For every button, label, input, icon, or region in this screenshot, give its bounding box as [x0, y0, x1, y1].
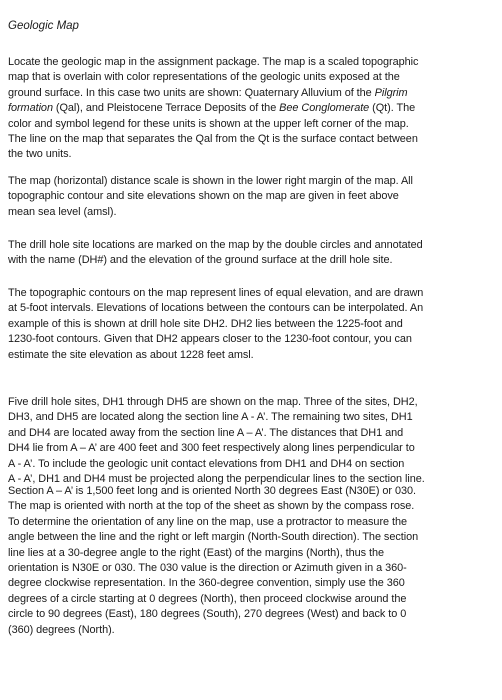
text-span: example of this is shown at drill hole site DH2. DH2 lies between the 1225-foot and [8, 317, 403, 330]
paragraph-distance-scale [8, 174, 492, 220]
document-title: Geologic Map [8, 20, 79, 32]
text-span: A - A’. To include the geologic unit contact elevations from DH1 and DH4 on section [8, 457, 405, 470]
text-span: Section A – A’ is 1,500 feet long and is oriented North 30 degrees East (N30E) or 030. [8, 485, 416, 497]
text-span: ground surface. In this case two units are shown: Quaternary Alluvium of the [8, 86, 375, 99]
text-span: Five drill hole sites, DH1 through DH5 are shown on the map. Three of the sites, DH2, [8, 396, 418, 408]
text-line [8, 147, 492, 162]
text-span: Locate the geologic map in the assignment package. The map is a scaled topographic [8, 56, 419, 68]
text-line [8, 238, 492, 253]
text-line [8, 86, 492, 101]
text-span: (Qal), and Pleistocene Terrace Deposits of the [52, 102, 280, 115]
paragraph-drill-hole-locations [8, 238, 492, 269]
text-line [8, 55, 492, 70]
text-span: The map (horizontal) distance scale is shown in the lower right margin of the map. All [8, 175, 413, 187]
text-line [8, 499, 492, 514]
paragraph-drill-hole-sites [8, 395, 492, 487]
text-span: angle between the line and the right or left margin (North-South direction). The section [8, 531, 419, 544]
text-line [8, 607, 492, 622]
text-span: circle to 90 degrees (East), 180 degrees (South), 270 degrees (West) and back to 0 [8, 608, 407, 621]
text-line [8, 132, 492, 147]
text-line [8, 426, 492, 441]
text-line [8, 576, 492, 591]
text-span: (360) degrees (North). [8, 623, 115, 636]
text-line [8, 457, 492, 472]
text-line [8, 592, 492, 607]
text-span: at 5-foot intervals. Elevations of locations between the contours can be interpolated. An [8, 302, 424, 315]
text-span: and DH4 are located away from the section line A – A’. The distances that DH1 and [8, 426, 404, 439]
text-line [8, 348, 492, 363]
text-line [8, 546, 492, 561]
text-span: orientation is N30E or 030. The 030 value is the direction or Azimuth given in a 360- [8, 562, 407, 575]
text-line [8, 189, 492, 204]
text-span: The map is oriented with north at the top of the sheet as shown by the compass rose. [8, 500, 415, 513]
text-span: The drill hole site locations are marked on the map by the double circles and annotated [8, 239, 423, 251]
text-span: map that is overlain with color representations of the geologic units exposed at the [8, 71, 400, 84]
text-span: the two units. [8, 148, 72, 161]
text-line [8, 561, 492, 576]
text-line [8, 530, 492, 545]
text-span: The line on the map that separates the Qal from the Qt is the surface contact between [8, 133, 418, 146]
text-line [8, 332, 492, 347]
text-line [8, 484, 492, 499]
text-span: with the name (DH#) and the elevation of the ground surface at the drill hole site. [8, 254, 393, 267]
text-span: mean sea level (amsl). [8, 205, 117, 218]
text-line [8, 317, 492, 332]
text-line [8, 623, 492, 638]
italic-text: formation [8, 102, 53, 115]
text-span: The topographic contours on the map represent lines of equal elevation, and are drawn [8, 287, 424, 299]
text-line [8, 70, 492, 85]
paragraph-section-orientation [8, 484, 492, 638]
text-span: A - A’, DH1 and DH4 must be projected along the perpendicular lines to the section line. [8, 473, 425, 486]
text-span: 1230-foot contours. Given that DH2 appears closer to the 1230-foot contour, you can [8, 333, 412, 346]
text-span: DH4 lie from A – A’ are 400 feet and 300 feet respectively along lines perpendicular to [8, 442, 415, 455]
text-line [8, 301, 492, 316]
text-span: degree clockwise representation. In the 360-degree convention, simply use the 360 [8, 577, 405, 590]
text-span: To determine the orientation of any line on the map, use a protractor to measure the [8, 515, 407, 528]
text-line [8, 101, 492, 116]
text-line [8, 515, 492, 530]
text-line [8, 117, 492, 132]
text-span: line lies at a 30-degree angle to the right (East) of the margins (North), thus the [8, 546, 385, 559]
italic-text: Bee Conglomerate [279, 102, 370, 115]
text-span: color and symbol legend for these units is shown at the upper left corner of the map. [8, 117, 409, 130]
text-span: (Qt). The [369, 102, 416, 115]
italic-text: Pilgrim [374, 86, 408, 99]
text-span: DH3, and DH5 are located along the section line A - A’. The remaining two sites, DH1 [8, 411, 413, 424]
text-line [8, 205, 492, 220]
text-line [8, 286, 492, 301]
text-line [8, 253, 492, 268]
text-line [8, 395, 492, 410]
text-span: topographic contour and site elevations shown on the map are given in feet above [8, 190, 399, 203]
text-line [8, 410, 492, 425]
text-line [8, 174, 492, 189]
text-span: degrees of a circle starting at 0 degrees (North), then proceed clockwise around the [8, 592, 407, 605]
paragraph-geologic-units [8, 55, 492, 163]
paragraph-topographic-contours [8, 286, 492, 363]
text-line [8, 441, 492, 456]
text-span: estimate the site elevation as about 1228 feet amsl. [8, 348, 254, 361]
